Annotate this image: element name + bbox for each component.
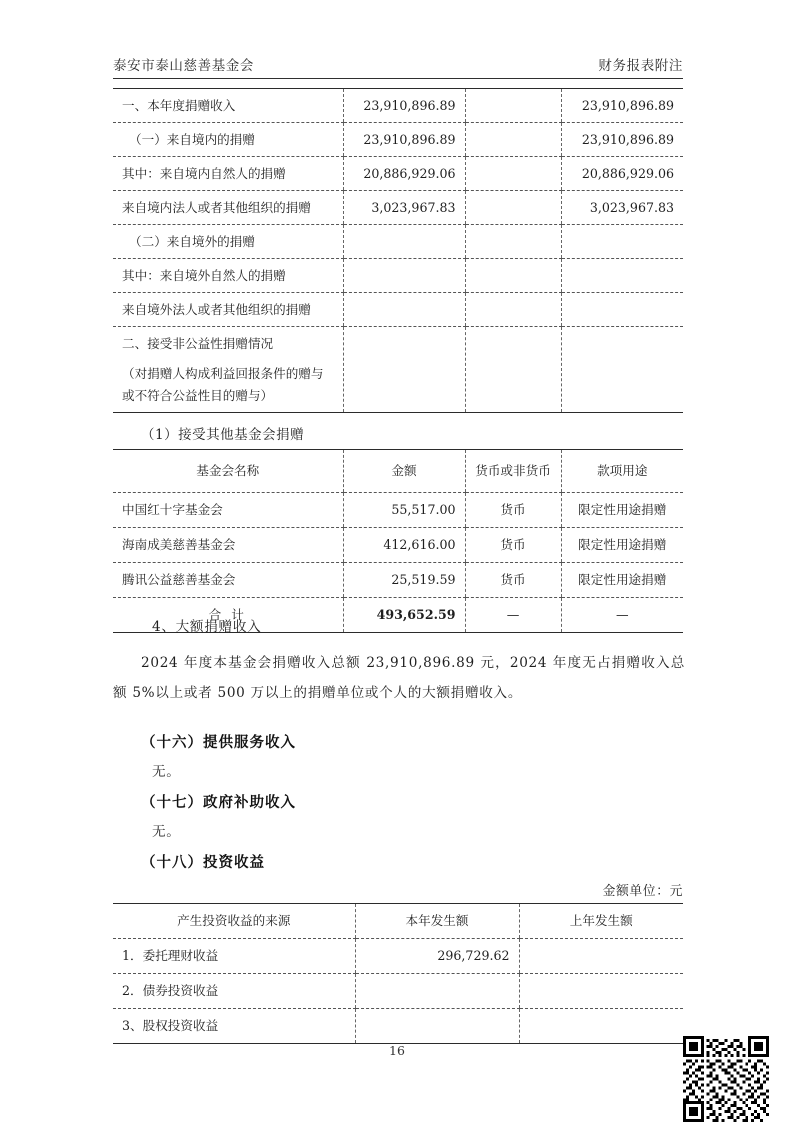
header-section-title: 财务报表附注 <box>598 58 683 74</box>
document-header <box>113 54 683 79</box>
cell-income-source: 3、股权投资收益 <box>113 1009 355 1044</box>
section-body-government-grant: 无。 <box>152 824 181 840</box>
row-value-col4 <box>561 225 683 259</box>
column-header-previous-year: 上年发生额 <box>519 904 683 939</box>
cell-total-purpose: — <box>561 598 683 633</box>
row-value-col2: 3,023,967.83 <box>343 191 465 225</box>
row-value-col3 <box>465 225 561 259</box>
cell-currency-type: 货币 <box>465 528 561 563</box>
row-label: 其中：来自境外自然人的捐赠 <box>113 259 343 293</box>
amount-unit-note: 金额单位：元 <box>602 884 683 899</box>
cell-total-label: 合 计 <box>113 598 343 633</box>
cell-amount: 25,519.59 <box>343 563 465 598</box>
row-value-col4 <box>561 293 683 327</box>
cell-purpose: 限定性用途捐赠 <box>561 563 683 598</box>
row-value-col3 <box>465 293 561 327</box>
noncharitable-line-1: 二、接受非公益性捐赠情况 <box>122 336 274 351</box>
cell-income-source: 1．委托理财收益 <box>113 939 355 974</box>
table-row <box>113 493 683 528</box>
table-row <box>113 259 683 293</box>
table-row <box>113 1009 683 1044</box>
table-row <box>113 157 683 191</box>
table-row-noncharitable <box>113 327 683 413</box>
column-header-currency-type: 货币或非货币 <box>465 450 561 493</box>
cell-purpose: 限定性用途捐赠 <box>561 493 683 528</box>
cell-current-year-amount <box>355 1009 519 1044</box>
table-row <box>113 293 683 327</box>
donation-income-table <box>113 88 683 413</box>
other-foundations-caption: （1）接受其他基金会捐赠 <box>141 427 305 443</box>
row-value-col3 <box>465 191 561 225</box>
cell-previous-year-amount <box>519 1009 683 1044</box>
table-row <box>113 563 683 598</box>
column-header-foundation-name: 基金会名称 <box>113 450 343 493</box>
table-row <box>113 123 683 157</box>
column-header-purpose: 款项用途 <box>561 450 683 493</box>
table-row <box>113 528 683 563</box>
row-value-col2 <box>343 259 465 293</box>
cell-total-amount: 493,652.59 <box>343 598 465 633</box>
row-value-col4: 20,886,929.06 <box>561 157 683 191</box>
section-heading-service-income: （十六）提供服务收入 <box>141 734 296 751</box>
cell-purpose: 限定性用途捐赠 <box>561 528 683 563</box>
row-label-noncharitable <box>113 327 343 413</box>
cell-amount: 55,517.00 <box>343 493 465 528</box>
row-value-col4 <box>561 327 683 413</box>
column-header-income-source: 产生投资收益的来源 <box>113 904 355 939</box>
column-header-current-year: 本年发生额 <box>355 904 519 939</box>
header-organization: 泰安市泰山慈善基金会 <box>113 58 254 74</box>
row-label: 其中：来自境内自然人的捐赠 <box>113 157 343 191</box>
table-row <box>113 939 683 974</box>
investment-income-table <box>113 903 683 1044</box>
cell-currency-type: 货币 <box>465 493 561 528</box>
cell-total-currency-type: — <box>465 598 561 633</box>
row-label: 来自境外法人或者其他组织的捐赠 <box>113 293 343 327</box>
qr-code-icon <box>683 1036 769 1122</box>
row-label: 来自境内法人或者其他组织的捐赠 <box>113 191 343 225</box>
large-donation-title: 4、大额捐赠收入 <box>152 619 262 635</box>
row-value-col4 <box>561 259 683 293</box>
table-row <box>113 89 683 123</box>
cell-current-year-amount <box>355 974 519 1009</box>
row-value-col3 <box>465 259 561 293</box>
row-label: 一、本年度捐赠收入 <box>113 89 343 123</box>
row-value-col4: 3,023,967.83 <box>561 191 683 225</box>
cell-foundation-name: 中国红十字基金会 <box>113 493 343 528</box>
row-value-col3 <box>465 327 561 413</box>
row-value-col2: 23,910,896.89 <box>343 89 465 123</box>
row-label: （二）来自境外的捐赠 <box>113 225 343 259</box>
row-value-col4: 23,910,896.89 <box>561 89 683 123</box>
row-value-col2 <box>343 293 465 327</box>
other-foundation-donations-table <box>113 449 683 633</box>
cell-current-year-amount: 296,729.62 <box>355 939 519 974</box>
noncharitable-line-2: （对捐赠人构成利益回报条件的赠与或不符合公益性目的赠与） <box>122 366 324 403</box>
cell-previous-year-amount <box>519 939 683 974</box>
table-header-row <box>113 450 683 493</box>
row-value-col2 <box>343 327 465 413</box>
table-row <box>113 191 683 225</box>
row-value-col2: 20,886,929.06 <box>343 157 465 191</box>
row-value-col3 <box>465 89 561 123</box>
row-value-col2 <box>343 225 465 259</box>
row-label: （一）来自境内的捐赠 <box>113 123 343 157</box>
row-value-col4: 23,910,896.89 <box>561 123 683 157</box>
table-header-row <box>113 904 683 939</box>
table-row <box>113 974 683 1009</box>
row-value-col3 <box>465 123 561 157</box>
section-heading-government-grant: （十七）政府补助收入 <box>141 794 296 811</box>
page-number: 16 <box>389 1043 405 1058</box>
row-value-col2: 23,910,896.89 <box>343 123 465 157</box>
table-row <box>113 225 683 259</box>
cell-foundation-name: 海南成美慈善基金会 <box>113 528 343 563</box>
column-header-amount: 金额 <box>343 450 465 493</box>
cell-currency-type: 货币 <box>465 563 561 598</box>
cell-amount: 412,616.00 <box>343 528 465 563</box>
cell-previous-year-amount <box>519 974 683 1009</box>
section-heading-investment-income: （十八）投资收益 <box>141 854 265 871</box>
large-donation-body: 2024 年度本基金会捐赠收入总额 23,910,896.89 元，2024 年度无占捐赠收入总额 5%以上或者 500 万以上的捐赠单位或个人的大额捐赠收入。 <box>113 655 685 701</box>
cell-foundation-name: 腾讯公益慈善基金会 <box>113 563 343 598</box>
row-value-col3 <box>465 157 561 191</box>
cell-income-source: 2．债券投资收益 <box>113 974 355 1009</box>
section-body-service-income: 无。 <box>152 764 181 780</box>
